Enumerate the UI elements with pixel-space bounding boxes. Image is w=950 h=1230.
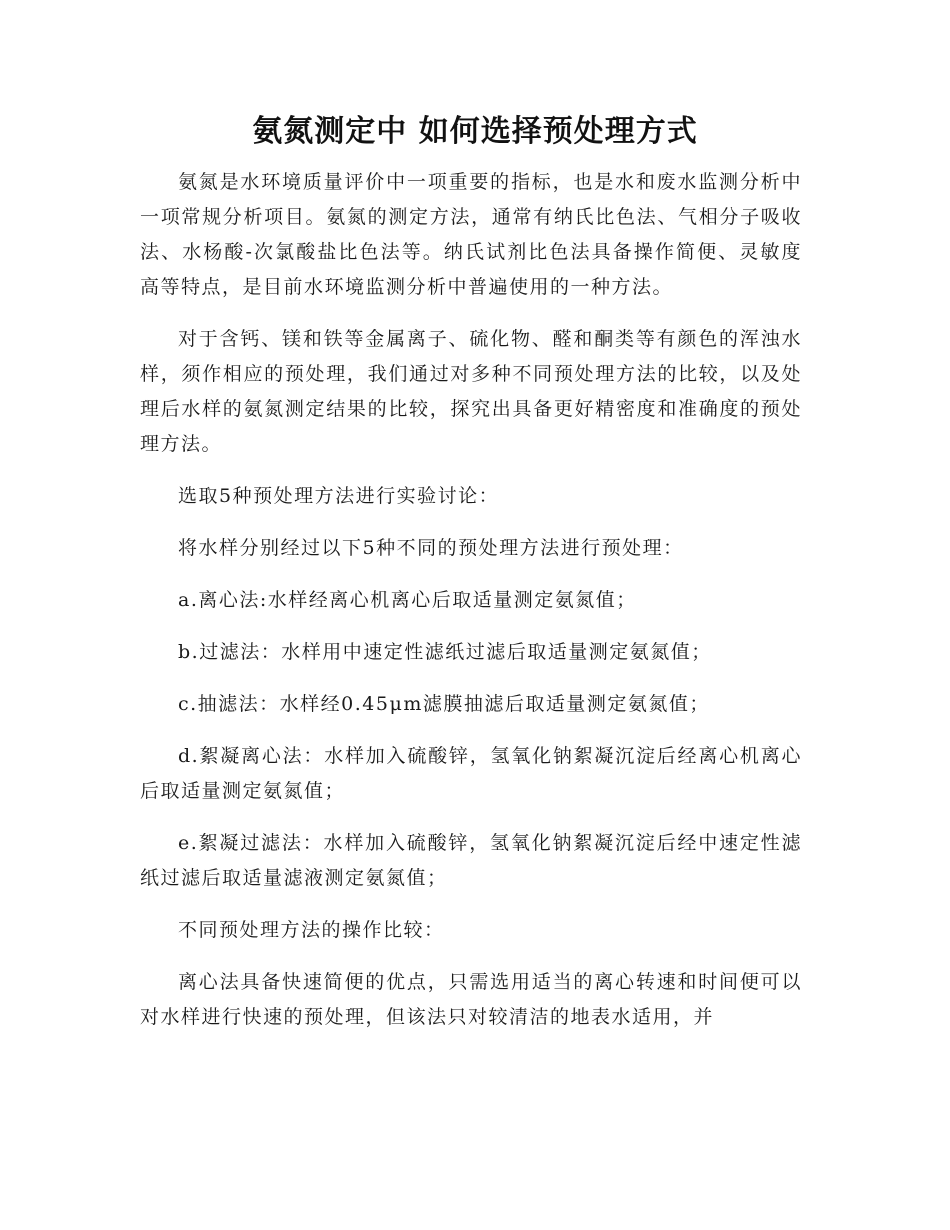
list-item-filtration: b.过滤法：水样用中速定性滤纸过滤后取适量测定氨氮值；	[178, 641, 712, 663]
paragraph-pretreatment-need: 对于含钙、镁和铁等金属离子、硫化物、醛和酮类等有颜色的浑浊水样，须作相应的预处理，我们通过对多种不同预处理方法的比较，以及处理后水样的氨氮测定结果的比较，探究出具备更好精密度和准确度的预处理方法。	[140, 328, 802, 455]
paragraph-centrifuge-comparison: 离心法具备快速简便的优点，只需选用适当的离心转速和时间便可以对水样进行快速的预处理，但该法只对较清洁的地表水适用，并	[140, 971, 802, 1028]
document-title: 氨氮测定中 如何选择预处理方式	[252, 114, 698, 149]
paragraph-method-intro: 将水样分别经过以下5种不同的预处理方法进行预处理：	[178, 537, 684, 559]
list-item-flocculation-centrifuge: d.絮凝离心法：水样加入硫酸锌，氢氧化钠絮凝沉淀后经离心机离心后取适量测定氨氮值；	[140, 745, 802, 802]
list-item-centrifuge: a.离心法:水样经离心机离心后取适量测定氨氮值；	[178, 589, 637, 611]
paragraph-method-selection: 选取5种预处理方法进行实验讨论：	[178, 485, 500, 507]
paragraph-intro: 氨氮是水环境质量评价中一项重要的指标，也是水和废水监测分析中一项常规分析项目。氨氮的测定方法，通常有纳氏比色法、气相分子吸收法、水杨酸-次氯酸盐比色法等。纳氏试剂比色法具备操作简便、灵敏度高等特点，是目前水环境监测分析中普遍使用的一种方法。	[140, 171, 802, 298]
list-item-flocculation-filtration: e.絮凝过滤法：水样加入硫酸锌，氢氧化钠絮凝沉淀后经中速定性滤纸过滤后取适量滤液测定氨氮值；	[140, 832, 802, 889]
document-body	[140, 165, 802, 1035]
paragraph-comparison-heading: 不同预处理方法的操作比较：	[178, 919, 445, 941]
list-item-suction-filtration: c.抽滤法：水样经0.45μm滤膜抽滤后取适量测定氨氮值；	[178, 693, 710, 715]
